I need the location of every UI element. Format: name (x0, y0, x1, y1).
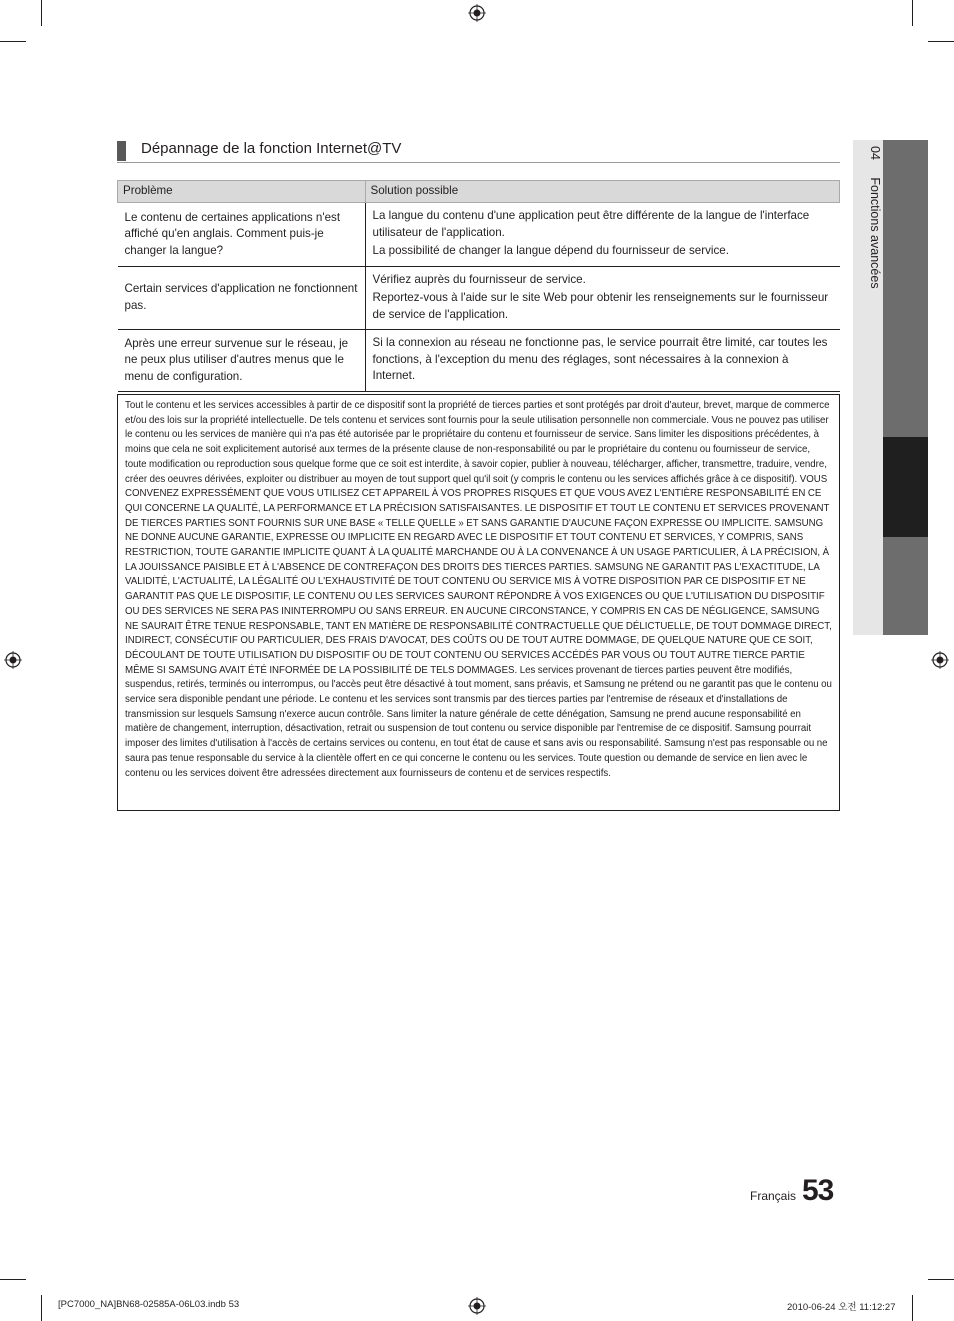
crop-mark-bottom-left-h (0, 1279, 26, 1280)
solution-line: Vérifiez auprès du fournisseur de service. (372, 272, 586, 286)
section-title: Dépannage de la fonction Internet@TV (141, 140, 402, 157)
registration-mark-icon (4, 651, 22, 669)
page-number: 53 (802, 1174, 834, 1207)
crop-mark-top-left-v (41, 0, 42, 26)
chapter-number: 04 (868, 146, 882, 160)
crop-mark-bottom-right-h (928, 1279, 954, 1280)
solution-cell (365, 203, 840, 267)
chapter-tab-segment (883, 140, 928, 437)
footer-language: Français (750, 1189, 797, 1203)
registration-mark-icon (931, 651, 949, 669)
print-slug-file: [PC7000_NA]BN68-02585A-06L03.indb 53 (58, 1299, 240, 1310)
solution-line: La possibilité de changer la langue dépend du fournisseur de service. (372, 244, 729, 257)
table-row (118, 330, 840, 392)
solution-line: La langue du contenu d'une application peut être différente de la langue de l'interface utilisateur de l'application. (372, 209, 810, 239)
chapter-title: Fonctions avancées (868, 177, 882, 289)
registration-mark-icon (468, 1297, 486, 1315)
problem-cell: Le contenu de certaines applications n'est affiché qu'en anglais. Comment puis-je changer la langue? (118, 203, 366, 267)
registration-mark-icon (468, 4, 486, 22)
crop-mark-top-right-v (912, 0, 913, 26)
section-marker-bar (117, 141, 126, 161)
column-header-solution: Solution possible (365, 181, 840, 203)
section-heading (117, 139, 840, 163)
chapter-tab-label (868, 146, 882, 289)
solution-cell (365, 266, 840, 330)
crop-mark-bottom-left-v (41, 1295, 42, 1321)
table-row (118, 266, 840, 330)
table-header-row (118, 181, 840, 203)
chapter-tab-active-segment (883, 437, 928, 537)
crop-mark-top-left-h (0, 41, 26, 42)
print-slug-datetime: 2010-06-24 오전 11:12:27 (787, 1302, 896, 1313)
chapter-tab-segment (883, 537, 928, 635)
crop-mark-bottom-right-v (912, 1295, 913, 1321)
troubleshooting-table (117, 180, 840, 392)
problem-cell: Certain services d'application ne fonctionnent pas. (118, 266, 366, 330)
solution-cell (365, 330, 840, 392)
solution-line: Reportez-vous à l'aide sur le site Web pour obtenir les renseignements sur le fournisseur de service de l'application. (372, 291, 829, 321)
solution-line: Si la connexion au réseau ne fonctionne pas, le service pourrait être limité, car toutes les fonctions, à l'exception du menu des réglages, sont nécessaires à la connexion à Internet. (372, 336, 828, 382)
crop-mark-top-right-h (928, 41, 954, 42)
problem-cell: Après une erreur survenue sur le réseau, je ne peux plus utiliser d'autres menus que le menu de configuration. (118, 330, 366, 392)
legal-disclaimer-box: Tout le contenu et les services accessibles à partir de ce dispositif sont la propriété de tierces parties et sont protégés par droit d'auteur, brevet, marque de commerce et/ou des lois sur la propriété intellectuelle. De tels contenu et services sont fournis pour la seule utilisation personnelle non commerciale. Vous ne pouvez pas utiliser le contenu ou les services de manière qui n'a pas été autorisée par le propriétaire du contenu et fournisseur de service. Sans limiter les dispositions précédentes, à moins que cela ne soit explicitement autorisé aux termes de la présente clause de non-responsabilité ou par le propriétaire du contenu ou fournisseur de service, toute modification ou reproduction sous quelque forme que ce soit est interdite, à savoir copier, publier à nouveau, télécharger, afficher, transmettre, traduire, vendre, créer des oeuvres dérivées, exploiter ou distribuer au moyen de tout support quel qu'il soit (y compris le contenu ou les services affichés grâce à ce dispositif). VOUS CONVENEZ EXPRESSÉMENT QUE VOUS UTILISEZ CET APPAREIL À VOS PROPRES RISQUES ET QUE VOUS AVEZ L'ENTIÈRE RESPONSABILITÉ EN CE QUI CONCERNE LA QUALITÉ, LA PERFORMANCE ET LA PRÉCISION SATISFAISANTES. LE DISPOSITIF ET TOUT LE CONTENU ET SERVICES PROVENANT DE TIERCES PARTIES SONT FOURNIS SUR UNE BASE « TELLE QUELLE » ET SANS GARANTIE D'AUCUNE FAÇON EXPRESSE OU IMPLICITE. SAMSUNG NE DONNE AUCUNE GARANTIE, EXPRESSE OU IMPLICITE EN REGARD AVEC LE DISPOSITIF ET TOUT CONTENU ET SERVICES, Y COMPRIS, SANS RESTRICTION, TOUTE GARANTIE IMPLICITE QUANT À LA QUALITÉ MARCHANDE OU À LA CONVENANCE À UN USAGE PARTICULIER, À LA PRÉCISION, À LA JOUISSANCE PAISIBLE ET À L'ABSENCE DE CONTREFAÇON DES DROITS DES TIERCES PARTIES. SAMSUNG NE GARANTIT PAS L'EXACTITUDE, LA VALIDITÉ, L'ACTUALITÉ, LA LÉGALITÉ OU L'EXHAUSTIVITÉ DE TOUT CONTENU OU SERVICE MIS À VOTRE DISPOSITION PAR CE DISPOSITIF ET NE GARANTIT PAS QUE LE DISPOSITIF, LE CONTENU OU LES SERVICES SAURONT RÉPONDRE À VOS EXIGENCES OU QUE L'UTILISATION DU DISPOSITIF OU DES SERVICES NE SERA PAS ININTERROMPU OU SANS ERREUR. EN AUCUNE CIRCONSTANCE, Y COMPRIS EN CAS DE NÉGLIGENCE, SAMSUNG NE SAURAIT ÊTRE TENUE RESPONSABLE, TANT EN MATIÈRE DE RESPONSABILITÉ CONTRACTUELLE QUE DÉLICTUELLE, DE TOUT DOMMAGE DIRECT, INDIRECT, CONSÉCUTIF OU PARTICULIER, DES FRAIS D'AVOCAT, DES COÛTS OU DE TOUT AUTRE DOMMAGE, DE QUELQUE NATURE QUE CE SOIT, DÉCOULANT DE TOUTE UTILISATION DU DISPOSITIF OU DE TOUT CONTENU OU SERVICES ACCÉDÉS PAR VOUS OU TOUT AUTRE TIERCE PARTIE MÊME SI SAMSUNG AVAIT ÉTÉ INFORMÉE DE LA POSSIBILITÉ DE TELS DOMMAGES. Les services provenant de tierces parties peuvent être modifiés, suspendus, retirés, terminés ou interrompus, ou l'accès peut être désactivé à tout moment, sans préavis, et Samsung ne prétend ou ne garantit pas que le contenu ou service sera disponible pendant une période. Le contenu et les services sont transmis par des tierces parties par l'entremise de réseaux et d'installations de transmission sur lesquels Samsung n'exerce aucun contrôle. Sans limiter la nature générale de cette dénégation, Samsung ne prend aucune responsabilité en matière de changement, interruption, désactivation, retrait ou suspension de tout contenu ou service disponible par l'entremise de ce dispositif. Samsung pourrait imposer des limites d'utilisation à l'accès de certains services ou contenu, en tout état de cause et sans avis ou responsabilité. Samsung n'est pas responsable ou ne saura pas tenue responsable du service à la clientèle offert en ce qui concerne le contenu ou les services. Toute question ou demande de service en lien avec le contenu ou les services doivent être adressées directement aux fournisseurs de contenu et de services respectifs. (117, 394, 840, 811)
table-row (118, 203, 840, 267)
column-header-problem: Problème (118, 181, 366, 203)
